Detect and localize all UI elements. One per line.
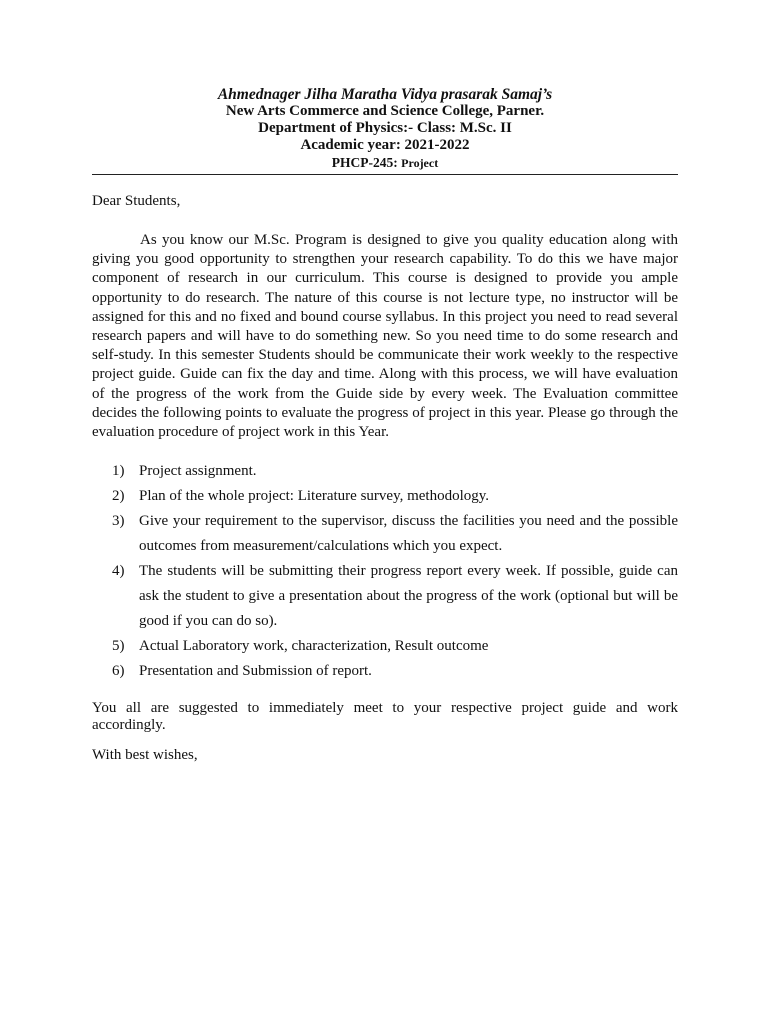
sign-off: With best wishes, xyxy=(92,747,198,764)
list-item xyxy=(92,634,678,659)
list-item-text: Plan of the whole project: Literature survey, methodology. xyxy=(139,488,490,505)
list-item-text: The students will be submitting their progress report every week. If possible, guide can ask the student to give a presentation about the progress of the work (optional but will be good if you can do so). xyxy=(139,563,678,630)
list-item-number: 5) xyxy=(112,638,125,655)
department-class: Department of Physics:- Class: M.Sc. II xyxy=(258,120,512,136)
document-page xyxy=(92,0,678,764)
evaluation-points-list xyxy=(92,459,678,684)
list-item xyxy=(92,459,678,484)
college-name: New Arts Commerce and Science College, Parner. xyxy=(225,103,545,119)
course-name: Project xyxy=(401,156,439,170)
course-code: PHCP-245: xyxy=(331,155,398,170)
list-item-number: 4) xyxy=(112,563,125,580)
list-item-text: Give your requirement to the supervisor, discuss the facilities you need and the possible outcomes from measurement/calculations which you expect. xyxy=(139,513,678,555)
academic-year: Academic year: 2021-2022 xyxy=(300,137,470,153)
list-item-text: Actual Laboratory work, characterization, Result outcome xyxy=(139,638,489,655)
list-item-number: 1) xyxy=(112,463,125,480)
letterhead xyxy=(92,86,678,172)
list-item xyxy=(92,659,678,684)
closing-paragraph: You all are suggested to immediately meet to your respective project guide and work accordingly. xyxy=(92,700,678,734)
course-title xyxy=(92,154,678,172)
list-item xyxy=(92,509,678,559)
header-divider xyxy=(92,174,678,175)
list-item xyxy=(92,484,678,509)
list-item-text: Project assignment. xyxy=(139,463,257,480)
salutation: Dear Students, xyxy=(92,193,181,209)
list-item xyxy=(92,559,678,634)
list-item-number: 3) xyxy=(112,513,125,530)
list-item-number: 6) xyxy=(112,663,125,680)
body-paragraph: As you know our M.Sc. Program is designed to give you quality education along with giving you good opportunity to strengthen your research capability. To do this we have major component of research in our curriculum. This course is designed to provide you ample opportunity to do research. The nature of this course is not lecture type, no instructor will be assigned for this and no fixed and bound course syllabus. In this project you need to read several research papers and will have to do something new. So you need time to do some research and self-study. In this semester Students should be communicate their work weekly to the respective project guide. Guide can fix the day and time. Along with this process, we will have evaluation of the progress of the work from the Guide side by every week. The Evaluation committee decides the following points to evaluate the progress of project in this year. Please go through the evaluation procedure of project work in this Year. xyxy=(92,232,678,441)
list-item-text: Presentation and Submission of report. xyxy=(139,663,372,680)
list-item-number: 2) xyxy=(112,488,125,505)
society-name: Ahmednager Jilha Maratha Vidya prasarak Samaj’s xyxy=(217,86,553,103)
